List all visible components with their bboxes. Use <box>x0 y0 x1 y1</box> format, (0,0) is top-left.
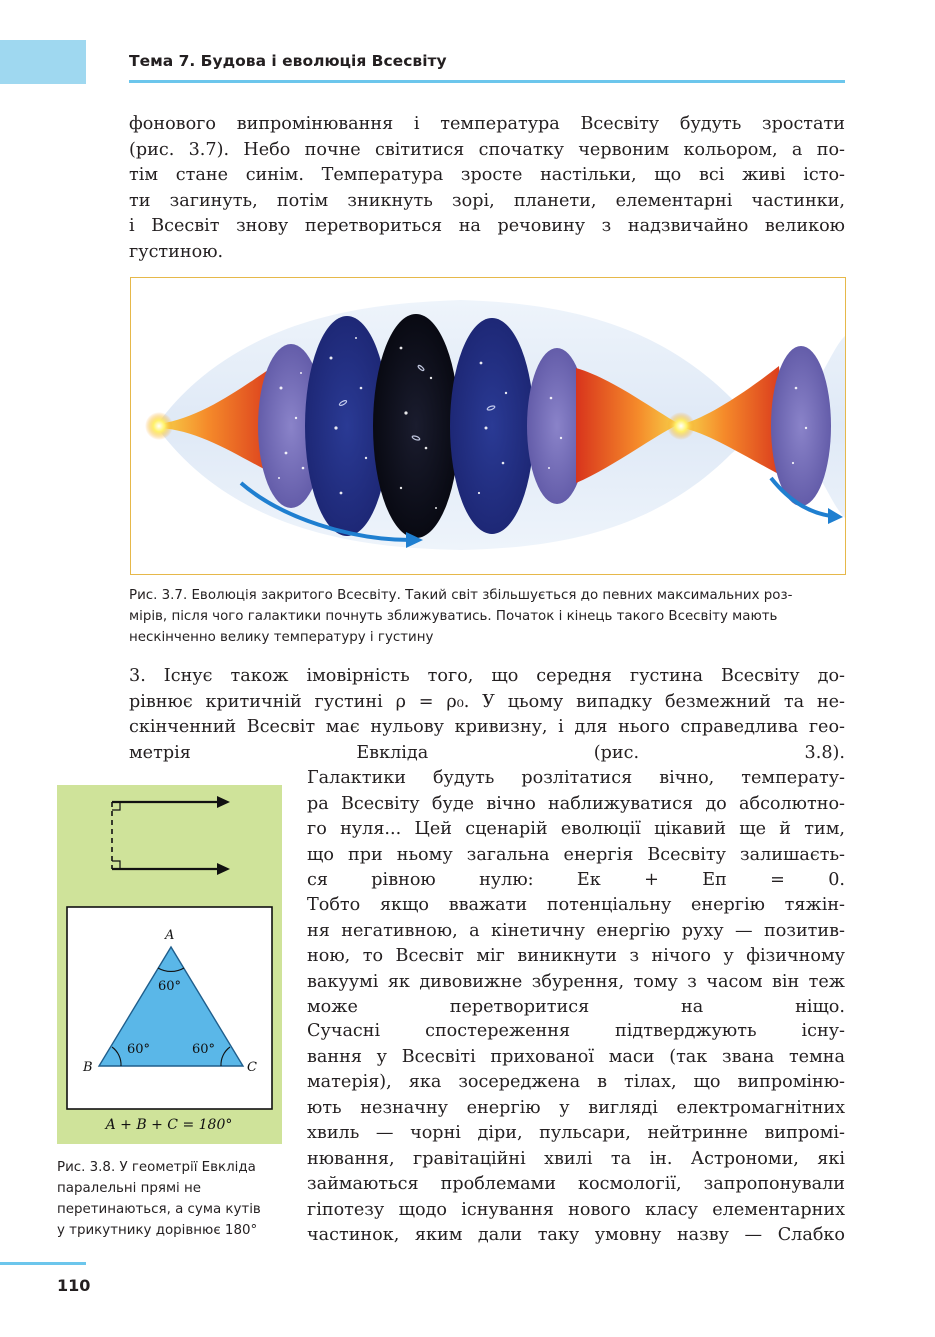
vertex-c-label: C <box>247 1060 257 1075</box>
euclid-geometry-diagram <box>57 785 282 1144</box>
paragraph-3: Галактики будуть розлітатися вічно, температу- ра Всесвіту буде вічно наближуватися до абсолютно- го нуля... Цей сценарій еволюції цікавий ще й тим, що при ньому загальна енергія Всесвіту залишаєть- ся рівною нулю: Ек + Еп = 0. <box>307 768 845 890</box>
figure-3-8-caption: Рис. 3.8. У геометрії Евкліда паралельні прямі не перетинаються, а сума кутів у трикутнику дорівнює 180° <box>57 1160 261 1238</box>
header-tab-marker <box>0 40 86 84</box>
right-angle-mark-top <box>112 802 120 810</box>
closed-universe-illustration <box>131 278 845 574</box>
vertex-a-label: A <box>165 928 175 943</box>
figure-3-8 <box>57 785 282 1144</box>
header-rule <box>129 80 845 83</box>
footer-rule <box>0 1262 86 1265</box>
paragraph-1: фонового випромінювання і температура Всесвіту будуть зростати (рис. 3.7). Небо почне світитися спочатку червоним кольором, а по- тім стане синім. Температура зросте настільки, що всі живі істо- ти загинуть, потім зникнуть зорі, планети, елементарні частинки, і Всесвіт знову перетвориться на речовину з надзвичайно великою густиною. <box>129 114 845 262</box>
page-number: 110 <box>57 1276 91 1295</box>
right-angle-mark-bottom <box>112 861 120 869</box>
angle-b-label: 60° <box>127 1042 151 1057</box>
arrow-bottom-icon <box>217 863 230 875</box>
paragraph-5: Сучасні спостереження підтверджують існу- вання у Всесвіті прихованої маси (так звана темна матерія), яка зосереджена в тілах, що випроміню- ють незначну енергію у вигляді електромагнітних хвиль — чорні діри, пульсари, нейтринне випромі- нювання, гравітаційні хвилі та ін. Астрономи, які займаються проблемами космології, запропонували гіпотезу щодо існування нового класу елементарних частинок, яким дали таку умовну назву — Слабко <box>307 1021 845 1245</box>
figure-3-7 <box>130 277 846 575</box>
angle-c-label: 60° <box>192 1042 216 1057</box>
chapter-title: Тема 7. Будова і еволюція Всесвіту <box>129 52 447 70</box>
figure-3-7-caption: Рис. 3.7. Еволюція закритого Всесвіту. Такий світ збільшується до певних максимальних роз- мірів, після чого галактики почнуть зближуватись. Початок і кінець такого Всесвіту мають нескінченно велику температуру і густину <box>129 588 793 645</box>
arrow-top-icon <box>217 796 230 808</box>
paragraph-4: Тобто якщо вважати потенціальну енергію тяжін- ня негативною, а кінетичну енергію руху — позитив- ною, то Всесвіт міг виникнути з нічого у фізичному вакуумі як дивовижне збурення, тому з часом він теж може перетворитися на ніщо. <box>307 895 845 1017</box>
angle-sum-formula: A + B + C = 180° <box>105 1117 233 1133</box>
paragraph-2: 3. Існує також імовірність того, що середня густина Всесвіту до- рівнює критичній густині ρ = ρ₀. У цьому випадку безмежний та не- скінченний Всесвіт має нульову кривизну, і для нього справедлива гео- метрія Евкліда (рис. 3.8). <box>129 666 845 763</box>
vertex-b-label: B <box>83 1060 93 1075</box>
angle-a-label: 60° <box>158 979 182 994</box>
